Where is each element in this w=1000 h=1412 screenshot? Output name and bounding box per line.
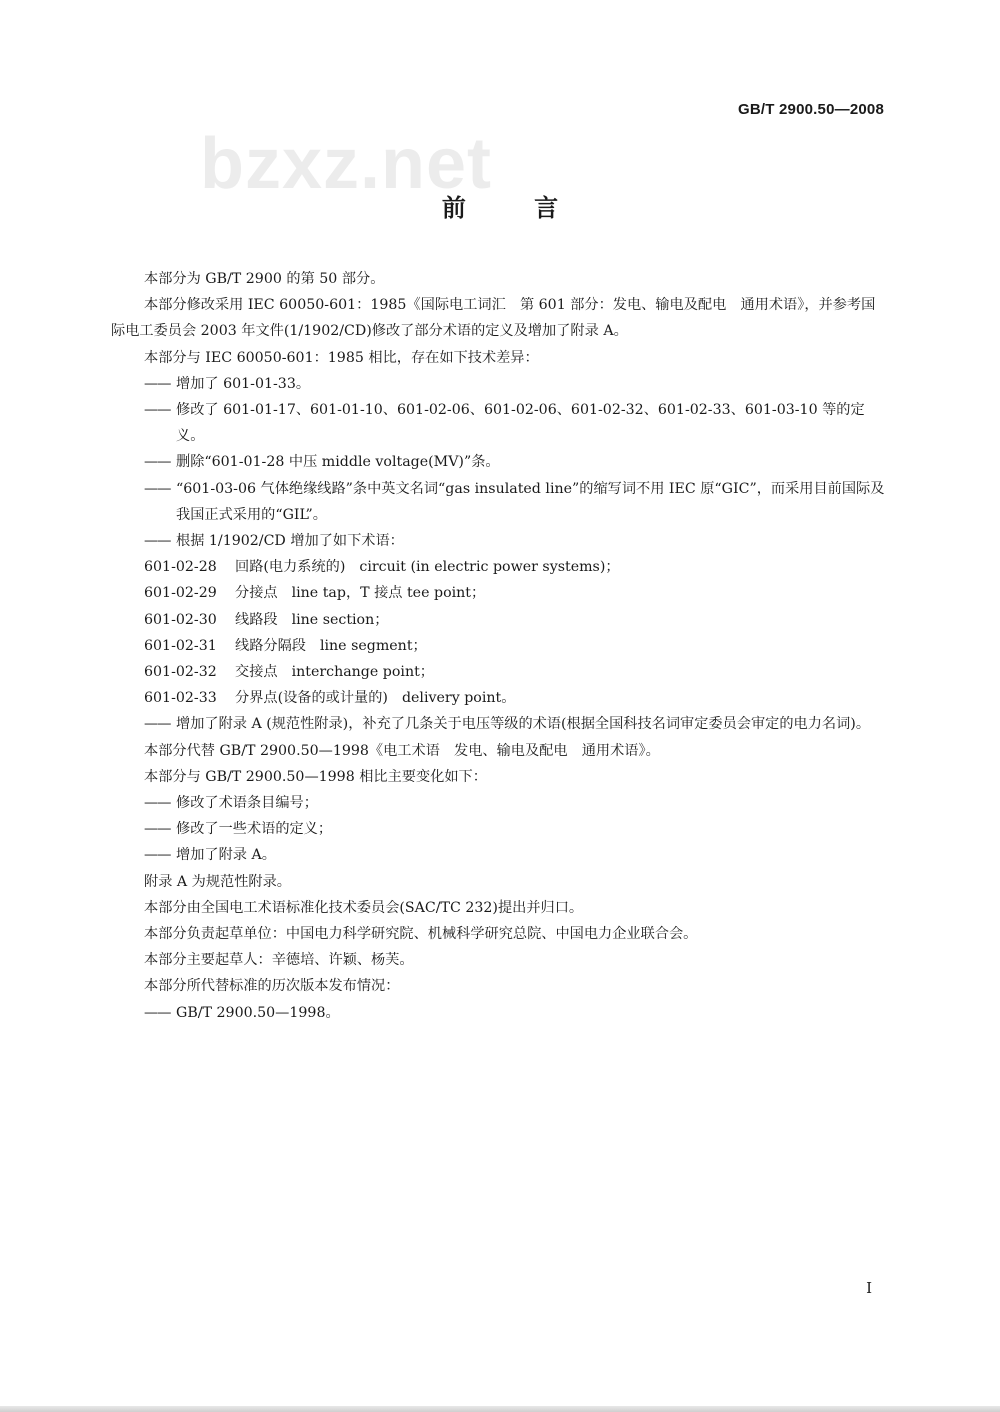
paragraph: 本部分与 IEC 60050-601：1985 相比，存在如下技术差异： [144,349,539,366]
dash-text: 修改了一些术语的定义； [176,821,333,838]
term-english: line tap，T 接点 tee point； [291,585,486,602]
dash-item [111,711,885,737]
term-number: 601-02-28 [144,559,217,576]
term-number: 601-02-32 [144,664,217,681]
standard-code: GB/T 2900.50—2008 [738,101,884,118]
paragraph: 本部分代替 GB/T 2900.50—1998《电工术语 发电、输电及配电 通用术语》。 [144,742,660,759]
foreword-body [111,266,885,1026]
dash-item [111,449,885,475]
dash-text: 根据 1/1902/CD 增加了如下术语： [176,533,404,550]
dash-text: 增加了附录 A。 [176,847,276,864]
term-english: delivery point。 [401,690,516,707]
page-edge [0,1406,1000,1412]
dash-mark: —— [144,821,171,838]
paragraph: 本部分由全国电工术语标准化技术委员会(SAC/TC 232)提出并归口。 [144,899,584,916]
dash-item [111,842,885,868]
watermark: bzxz.net [200,124,493,204]
dash-mark: —— [144,375,171,392]
paragraph: 本部分与 GB/T 2900.50—1998 相比主要变化如下： [144,768,487,785]
dash-item [111,1000,885,1026]
term-number: 601-02-33 [144,690,217,707]
term-chinese: 分界点(设备的或计量的) [235,690,388,707]
paragraph: 附录 A 为规范性附录。 [144,873,291,890]
dash-text: 增加了 601-01-33。 [176,375,311,392]
term-number: 601-02-31 [144,637,217,654]
dash-mark: —— [144,847,171,864]
dash-mark: —— [144,480,171,497]
term-number: 601-02-30 [144,611,217,628]
term-number: 601-02-29 [144,585,217,602]
dash-mark: —— [144,454,171,471]
term-entry [111,685,885,711]
term-english: circuit (in electric power systems)； [359,559,620,576]
term-english: line section； [291,611,389,628]
term-entry [111,580,885,606]
paragraph: 本部分主要起草人：辛德培、许颖、杨芙。 [144,952,414,969]
dash-text: “601-03-06 气体绝缘线路”条中英文名词“gas insulated line”的缩写词不用 IEC 原“GIC”，而采用目前国际及我国正式采用的“GIL”。 [176,480,885,523]
dash-text: 修改了术语条目编号； [176,795,318,812]
dash-item [111,476,885,528]
term-english: interchange point； [291,664,434,681]
dash-text: 增加了附录 A (规范性附录)，补充了几条关于电压等级的术语(根据全国科技名词审定委员会审定的电力名词)。 [176,716,871,733]
term-chinese: 线路段 [235,611,278,628]
term-entry [111,659,885,685]
page-number: I [866,1279,872,1297]
dash-text: 修改了 601-01-17、601-01-10、601-02-06、601-02-06、601-02-32、601-02-33、601-03-10 等的定义。 [176,402,865,445]
dash-text: 删除“601-01-28 中压 middle voltage(MV)”条。 [176,454,500,471]
term-entry [111,633,885,659]
term-english: line segment； [319,637,427,654]
dash-mark: —— [144,716,171,733]
paragraph: 本部分负责起草单位：中国电力科学研究院、机械科学研究总院、中国电力企业联合会。 [144,926,698,943]
paragraph: 本部分所代替标准的历次版本发布情况： [144,978,400,995]
dash-mark: —— [144,1004,171,1021]
dash-item [111,528,885,554]
dash-item [111,397,885,449]
dash-mark: —— [144,533,171,550]
dash-item [111,790,885,816]
term-entry [111,607,885,633]
term-entry [111,554,885,580]
term-chinese: 回路(电力系统的) [235,559,346,576]
term-chinese: 交接点 [235,664,278,681]
dash-item [111,371,885,397]
paragraph: 本部分修改采用 IEC 60050-601：1985《国际电工词汇 第 601 部分：发电、输电及配电 通用术语》，并参考国际电工委员会 2003 年文件(1/1902/CD)修改了部分术语的定义及增加了附录 A。 [111,297,876,340]
dash-text: GB/T 2900.50—1998。 [176,1004,340,1021]
dash-mark: —— [144,795,171,812]
page-title: 前 言 [441,194,589,222]
dash-mark: —— [144,402,171,419]
term-chinese: 分接点 [235,585,278,602]
term-chinese: 线路分隔段 [235,637,306,654]
dash-item [111,816,885,842]
paragraph: 本部分为 GB/T 2900 的第 50 部分。 [144,271,385,287]
